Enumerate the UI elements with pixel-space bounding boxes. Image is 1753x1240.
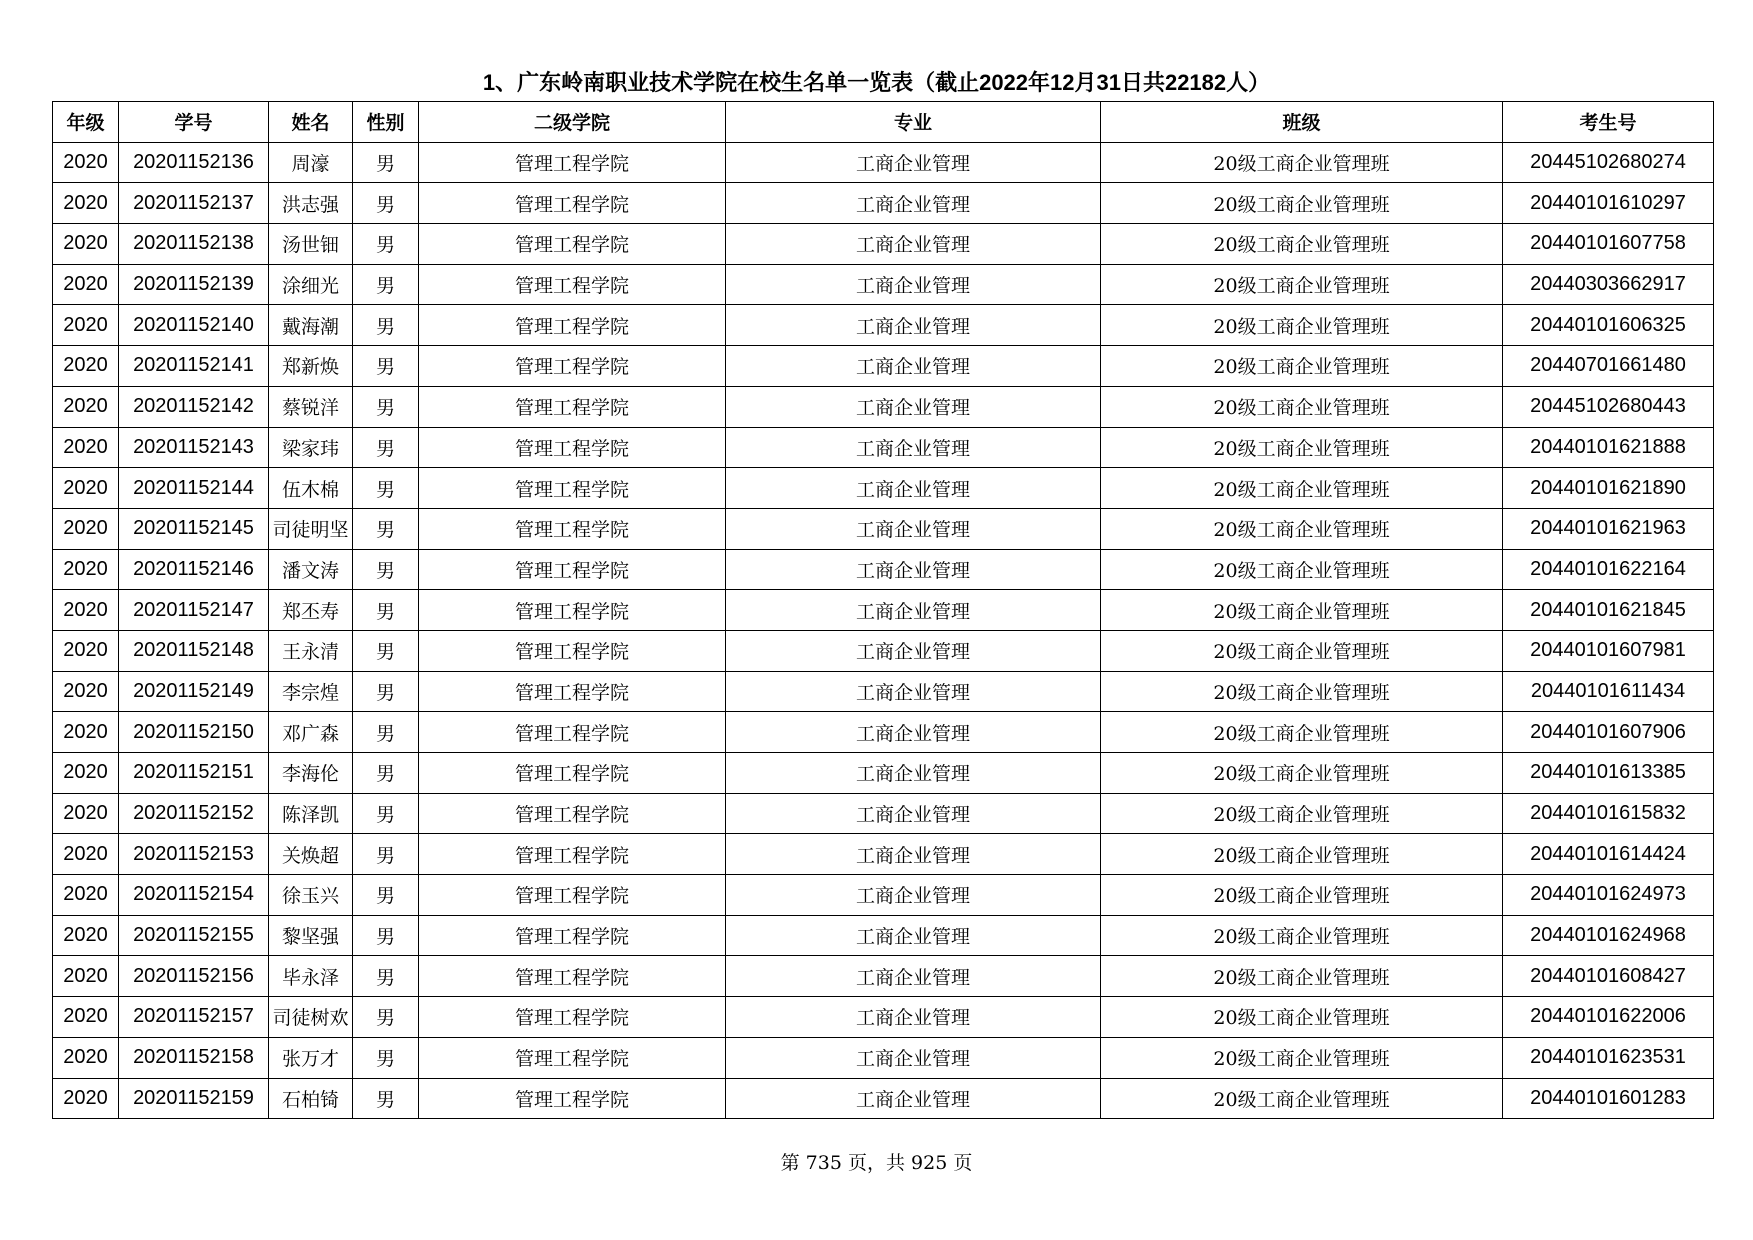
exam-number-cell: 20440101621890 <box>1503 468 1714 509</box>
gender-cell: 男 <box>353 997 419 1038</box>
major-cell: 工商企业管理 <box>726 630 1101 671</box>
name-cell: 邓广森 <box>269 712 353 753</box>
college-cell: 管理工程学院 <box>419 305 726 346</box>
major-cell: 工商企业管理 <box>726 224 1101 265</box>
class-cell: 20级工商企业管理班 <box>1101 346 1503 387</box>
exam-number-cell: 20440101610297 <box>1503 183 1714 224</box>
name-cell: 郑丕寿 <box>269 590 353 631</box>
grade-cell: 2020 <box>53 590 119 631</box>
table-row <box>53 224 1714 265</box>
name-cell: 毕永泽 <box>269 956 353 997</box>
table-row <box>53 753 1714 794</box>
college-cell: 管理工程学院 <box>419 1078 726 1119</box>
gender-cell: 男 <box>353 549 419 590</box>
major-cell: 工商企业管理 <box>726 1037 1101 1078</box>
name-cell: 李宗煌 <box>269 671 353 712</box>
table-body <box>53 142 1714 1119</box>
grade-cell: 2020 <box>53 386 119 427</box>
grade-cell: 2020 <box>53 956 119 997</box>
grade-cell: 2020 <box>53 468 119 509</box>
grade-cell: 2020 <box>53 305 119 346</box>
college-cell: 管理工程学院 <box>419 468 726 509</box>
table-row <box>53 468 1714 509</box>
header-student-id: 学号 <box>119 102 269 143</box>
exam-number-cell: 20440303662917 <box>1503 264 1714 305</box>
exam-number-cell: 20440101608427 <box>1503 956 1714 997</box>
student-id-cell: 20201152158 <box>119 1037 269 1078</box>
exam-number-cell: 20440101622006 <box>1503 997 1714 1038</box>
name-cell: 郑新焕 <box>269 346 353 387</box>
table-header-row <box>53 102 1714 143</box>
class-cell: 20级工商企业管理班 <box>1101 1078 1503 1119</box>
grade-cell: 2020 <box>53 753 119 794</box>
college-cell: 管理工程学院 <box>419 712 726 753</box>
major-cell: 工商企业管理 <box>726 793 1101 834</box>
student-id-cell: 20201152138 <box>119 224 269 265</box>
major-cell: 工商企业管理 <box>726 915 1101 956</box>
college-cell: 管理工程学院 <box>419 427 726 468</box>
college-cell: 管理工程学院 <box>419 224 726 265</box>
college-cell: 管理工程学院 <box>419 508 726 549</box>
grade-cell: 2020 <box>53 793 119 834</box>
grade-cell: 2020 <box>53 142 119 183</box>
major-cell: 工商企业管理 <box>726 956 1101 997</box>
college-cell: 管理工程学院 <box>419 834 726 875</box>
student-id-cell: 20201152146 <box>119 549 269 590</box>
name-cell: 张万才 <box>269 1037 353 1078</box>
gender-cell: 男 <box>353 793 419 834</box>
grade-cell: 2020 <box>53 427 119 468</box>
student-id-cell: 20201152150 <box>119 712 269 753</box>
major-cell: 工商企业管理 <box>726 712 1101 753</box>
gender-cell: 男 <box>353 590 419 631</box>
major-cell: 工商企业管理 <box>726 427 1101 468</box>
college-cell: 管理工程学院 <box>419 386 726 427</box>
gender-cell: 男 <box>353 468 419 509</box>
table-row <box>53 671 1714 712</box>
college-cell: 管理工程学院 <box>419 264 726 305</box>
class-cell: 20级工商企业管理班 <box>1101 834 1503 875</box>
college-cell: 管理工程学院 <box>419 346 726 387</box>
college-cell: 管理工程学院 <box>419 142 726 183</box>
exam-number-cell: 20440101624968 <box>1503 915 1714 956</box>
table-row <box>53 875 1714 916</box>
name-cell: 潘文涛 <box>269 549 353 590</box>
major-cell: 工商企业管理 <box>726 508 1101 549</box>
gender-cell: 男 <box>353 142 419 183</box>
exam-number-cell: 20440101615832 <box>1503 793 1714 834</box>
gender-cell: 男 <box>353 386 419 427</box>
exam-number-cell: 20440101611434 <box>1503 671 1714 712</box>
grade-cell: 2020 <box>53 834 119 875</box>
gender-cell: 男 <box>353 264 419 305</box>
table-row <box>53 549 1714 590</box>
gender-cell: 男 <box>353 956 419 997</box>
major-cell: 工商企业管理 <box>726 549 1101 590</box>
exam-number-cell: 20440101607906 <box>1503 712 1714 753</box>
college-cell: 管理工程学院 <box>419 956 726 997</box>
grade-cell: 2020 <box>53 224 119 265</box>
college-cell: 管理工程学院 <box>419 997 726 1038</box>
major-cell: 工商企业管理 <box>726 468 1101 509</box>
class-cell: 20级工商企业管理班 <box>1101 671 1503 712</box>
class-cell: 20级工商企业管理班 <box>1101 1037 1503 1078</box>
class-cell: 20级工商企业管理班 <box>1101 793 1503 834</box>
page-number-footer: 第 735 页，共 925 页 <box>780 1152 973 1174</box>
class-cell: 20级工商企业管理班 <box>1101 549 1503 590</box>
student-id-cell: 20201152153 <box>119 834 269 875</box>
name-cell: 伍木棉 <box>269 468 353 509</box>
student-id-cell: 20201152154 <box>119 875 269 916</box>
gender-cell: 男 <box>353 712 419 753</box>
student-id-cell: 20201152149 <box>119 671 269 712</box>
table-row <box>53 997 1714 1038</box>
student-id-cell: 20201152159 <box>119 1078 269 1119</box>
exam-number-cell: 20440101607981 <box>1503 630 1714 671</box>
gender-cell: 男 <box>353 875 419 916</box>
name-cell: 梁家玮 <box>269 427 353 468</box>
table-row <box>53 956 1714 997</box>
student-id-cell: 20201152144 <box>119 468 269 509</box>
student-id-cell: 20201152156 <box>119 956 269 997</box>
table-row <box>53 834 1714 875</box>
grade-cell: 2020 <box>53 183 119 224</box>
gender-cell: 男 <box>353 427 419 468</box>
table-row <box>53 305 1714 346</box>
exam-number-cell: 20440101601283 <box>1503 1078 1714 1119</box>
header-class: 班级 <box>1101 102 1503 143</box>
grade-cell: 2020 <box>53 712 119 753</box>
grade-cell: 2020 <box>53 671 119 712</box>
class-cell: 20级工商企业管理班 <box>1101 305 1503 346</box>
name-cell: 李海伦 <box>269 753 353 794</box>
major-cell: 工商企业管理 <box>726 183 1101 224</box>
class-cell: 20级工商企业管理班 <box>1101 915 1503 956</box>
major-cell: 工商企业管理 <box>726 834 1101 875</box>
student-id-cell: 20201152152 <box>119 793 269 834</box>
gender-cell: 男 <box>353 753 419 794</box>
exam-number-cell: 20440101624973 <box>1503 875 1714 916</box>
major-cell: 工商企业管理 <box>726 875 1101 916</box>
header-gender: 性别 <box>353 102 419 143</box>
table-row <box>53 1037 1714 1078</box>
student-id-cell: 20201152140 <box>119 305 269 346</box>
table-row <box>53 142 1714 183</box>
major-cell: 工商企业管理 <box>726 142 1101 183</box>
name-cell: 徐玉兴 <box>269 875 353 916</box>
class-cell: 20级工商企业管理班 <box>1101 630 1503 671</box>
class-cell: 20级工商企业管理班 <box>1101 264 1503 305</box>
table-row <box>53 1078 1714 1119</box>
name-cell: 石柏锜 <box>269 1078 353 1119</box>
student-id-cell: 20201152155 <box>119 915 269 956</box>
exam-number-cell: 20440101621845 <box>1503 590 1714 631</box>
exam-number-cell: 20440101614424 <box>1503 834 1714 875</box>
college-cell: 管理工程学院 <box>419 590 726 631</box>
college-cell: 管理工程学院 <box>419 671 726 712</box>
class-cell: 20级工商企业管理班 <box>1101 712 1503 753</box>
grade-cell: 2020 <box>53 630 119 671</box>
table-row <box>53 630 1714 671</box>
major-cell: 工商企业管理 <box>726 305 1101 346</box>
major-cell: 工商企业管理 <box>726 753 1101 794</box>
college-cell: 管理工程学院 <box>419 630 726 671</box>
exam-number-cell: 20440101606325 <box>1503 305 1714 346</box>
student-id-cell: 20201152143 <box>119 427 269 468</box>
table-row <box>53 590 1714 631</box>
name-cell: 戴海潮 <box>269 305 353 346</box>
class-cell: 20级工商企业管理班 <box>1101 427 1503 468</box>
college-cell: 管理工程学院 <box>419 793 726 834</box>
class-cell: 20级工商企业管理班 <box>1101 386 1503 427</box>
name-cell: 王永清 <box>269 630 353 671</box>
gender-cell: 男 <box>353 1078 419 1119</box>
major-cell: 工商企业管理 <box>726 590 1101 631</box>
student-id-cell: 20201152147 <box>119 590 269 631</box>
major-cell: 工商企业管理 <box>726 386 1101 427</box>
student-id-cell: 20201152136 <box>119 142 269 183</box>
class-cell: 20级工商企业管理班 <box>1101 224 1503 265</box>
table-row <box>53 264 1714 305</box>
gender-cell: 男 <box>353 1037 419 1078</box>
gender-cell: 男 <box>353 834 419 875</box>
grade-cell: 2020 <box>53 997 119 1038</box>
table-row <box>53 183 1714 224</box>
major-cell: 工商企业管理 <box>726 671 1101 712</box>
gender-cell: 男 <box>353 671 419 712</box>
class-cell: 20级工商企业管理班 <box>1101 997 1503 1038</box>
major-cell: 工商企业管理 <box>726 1078 1101 1119</box>
header-college: 二级学院 <box>419 102 726 143</box>
gender-cell: 男 <box>353 630 419 671</box>
exam-number-cell: 20440101613385 <box>1503 753 1714 794</box>
name-cell: 黎坚强 <box>269 915 353 956</box>
student-id-cell: 20201152151 <box>119 753 269 794</box>
name-cell: 司徒树欢 <box>269 997 353 1038</box>
grade-cell: 2020 <box>53 508 119 549</box>
table-row <box>53 346 1714 387</box>
gender-cell: 男 <box>353 915 419 956</box>
grade-cell: 2020 <box>53 875 119 916</box>
student-roster-table <box>52 101 1714 1119</box>
gender-cell: 男 <box>353 305 419 346</box>
student-id-cell: 20201152157 <box>119 997 269 1038</box>
exam-number-cell: 20440701661480 <box>1503 346 1714 387</box>
student-id-cell: 20201152145 <box>119 508 269 549</box>
name-cell: 涂细光 <box>269 264 353 305</box>
header-grade: 年级 <box>53 102 119 143</box>
college-cell: 管理工程学院 <box>419 915 726 956</box>
student-id-cell: 20201152137 <box>119 183 269 224</box>
header-major: 专业 <box>726 102 1101 143</box>
exam-number-cell: 20440101622164 <box>1503 549 1714 590</box>
table-row <box>53 793 1714 834</box>
class-cell: 20级工商企业管理班 <box>1101 142 1503 183</box>
table-row <box>53 915 1714 956</box>
name-cell: 周濠 <box>269 142 353 183</box>
grade-cell: 2020 <box>53 264 119 305</box>
table-row <box>53 712 1714 753</box>
name-cell: 司徒明坚 <box>269 508 353 549</box>
exam-number-cell: 20445102680443 <box>1503 386 1714 427</box>
grade-cell: 2020 <box>53 549 119 590</box>
exam-number-cell: 20440101621888 <box>1503 427 1714 468</box>
exam-number-cell: 20440101623531 <box>1503 1037 1714 1078</box>
name-cell: 汤世钿 <box>269 224 353 265</box>
class-cell: 20级工商企业管理班 <box>1101 956 1503 997</box>
student-id-cell: 20201152148 <box>119 630 269 671</box>
student-id-cell: 20201152141 <box>119 346 269 387</box>
grade-cell: 2020 <box>53 346 119 387</box>
student-id-cell: 20201152142 <box>119 386 269 427</box>
table-row <box>53 386 1714 427</box>
class-cell: 20级工商企业管理班 <box>1101 590 1503 631</box>
class-cell: 20级工商企业管理班 <box>1101 753 1503 794</box>
major-cell: 工商企业管理 <box>726 997 1101 1038</box>
table-row <box>53 508 1714 549</box>
gender-cell: 男 <box>353 224 419 265</box>
name-cell: 陈泽凯 <box>269 793 353 834</box>
class-cell: 20级工商企业管理班 <box>1101 508 1503 549</box>
major-cell: 工商企业管理 <box>726 346 1101 387</box>
gender-cell: 男 <box>353 183 419 224</box>
header-exam-number: 考生号 <box>1503 102 1714 143</box>
header-name: 姓名 <box>269 102 353 143</box>
class-cell: 20级工商企业管理班 <box>1101 468 1503 509</box>
name-cell: 关焕超 <box>269 834 353 875</box>
major-cell: 工商企业管理 <box>726 264 1101 305</box>
class-cell: 20级工商企业管理班 <box>1101 875 1503 916</box>
grade-cell: 2020 <box>53 1037 119 1078</box>
gender-cell: 男 <box>353 508 419 549</box>
page-title: 1、广东岭南职业技术学院在校生名单一览表（截止2022年12月31日共22182人） <box>482 70 1271 95</box>
class-cell: 20级工商企业管理班 <box>1101 183 1503 224</box>
exam-number-cell: 20445102680274 <box>1503 142 1714 183</box>
gender-cell: 男 <box>353 346 419 387</box>
grade-cell: 2020 <box>53 1078 119 1119</box>
name-cell: 洪志强 <box>269 183 353 224</box>
table-row <box>53 427 1714 468</box>
college-cell: 管理工程学院 <box>419 875 726 916</box>
exam-number-cell: 20440101621963 <box>1503 508 1714 549</box>
college-cell: 管理工程学院 <box>419 549 726 590</box>
student-id-cell: 20201152139 <box>119 264 269 305</box>
name-cell: 蔡锐洋 <box>269 386 353 427</box>
college-cell: 管理工程学院 <box>419 753 726 794</box>
college-cell: 管理工程学院 <box>419 1037 726 1078</box>
grade-cell: 2020 <box>53 915 119 956</box>
exam-number-cell: 20440101607758 <box>1503 224 1714 265</box>
college-cell: 管理工程学院 <box>419 183 726 224</box>
